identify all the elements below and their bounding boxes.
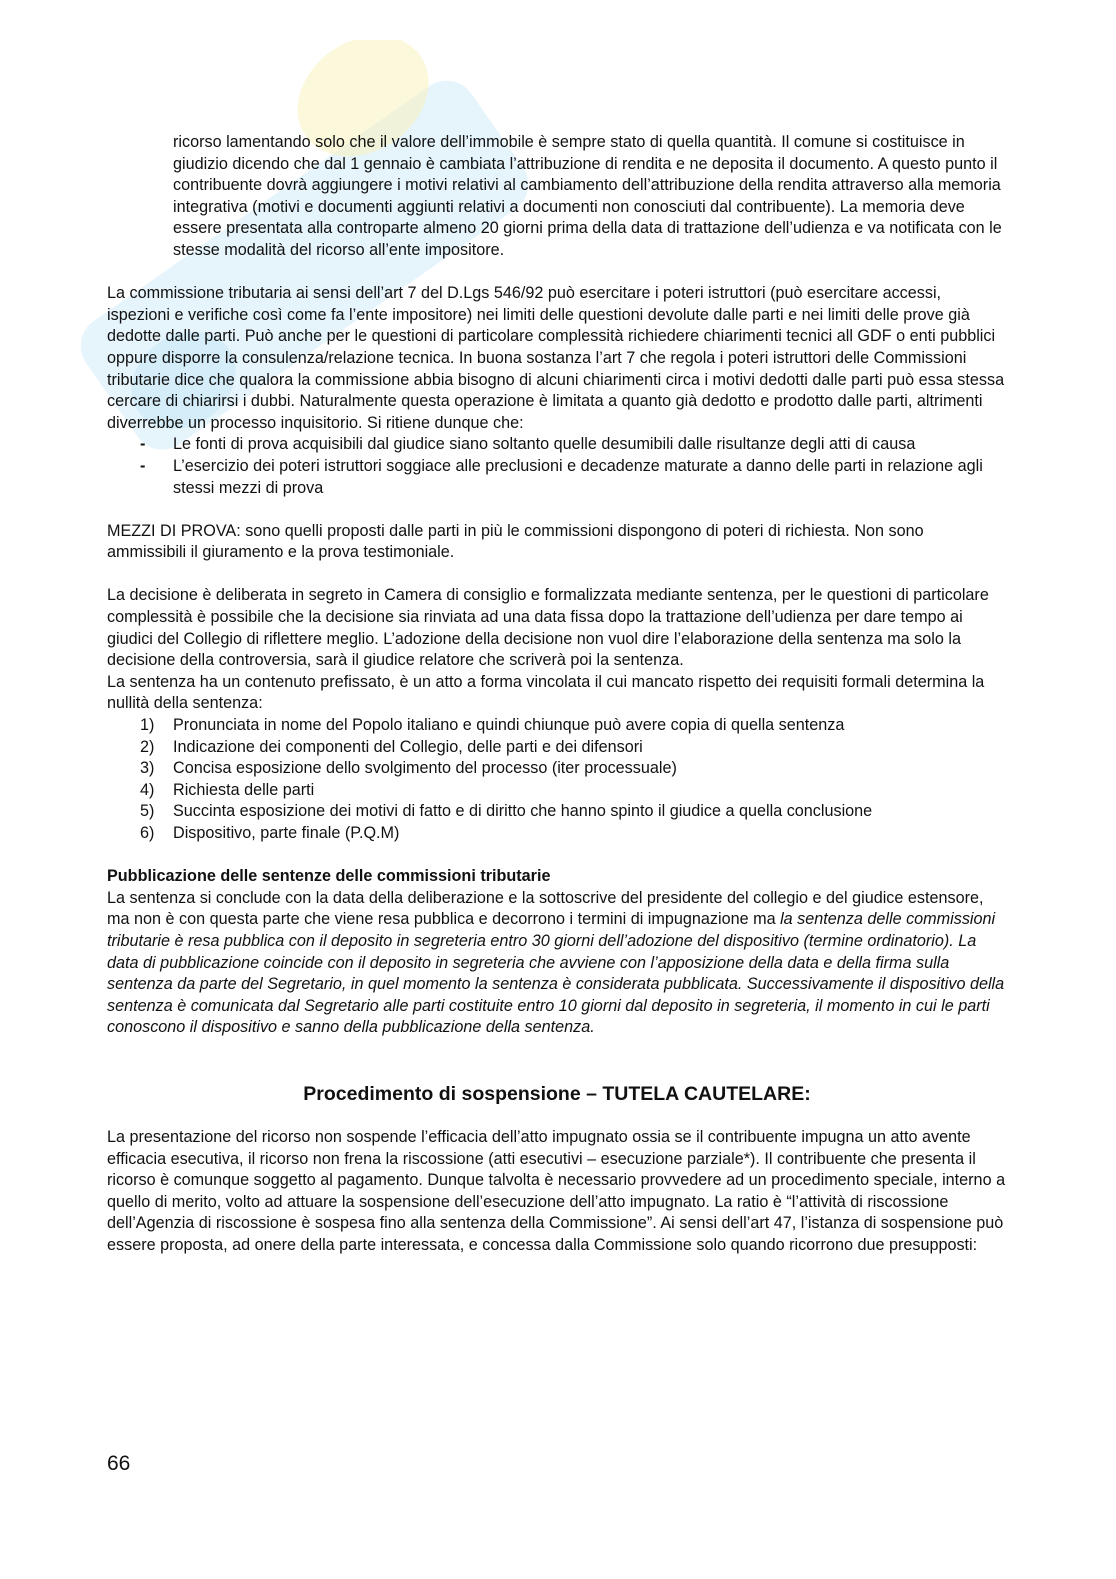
list-item-text: Richiesta delle parti	[173, 780, 315, 799]
list-item	[107, 758, 1007, 780]
list-number: 5)	[140, 802, 155, 821]
paragraph-pubblicazione-normal: La sentenza si conclude con la data della deliberazione e la sottoscrive del presidente del collegio e del giudice estensore, ma non è con questa parte che viene resa pubblica e decorrono i termini di impugnazione ma	[107, 888, 984, 929]
section-heading: Procedimento di sospensione – TUTELA CAUTELARE:	[303, 1082, 811, 1105]
list-number: 1)	[140, 716, 155, 735]
list-item	[107, 715, 1007, 737]
paragraph-contenuto-sentenza: La sentenza ha un contenuto prefissato, è un atto a forma vincolata il cui mancato rispetto dei requisiti formali determina la nullità della sentenza:	[107, 672, 985, 713]
document-page	[107, 132, 1007, 1257]
section-subheading: Pubblicazione delle sentenze delle commissioni tributarie	[107, 867, 551, 886]
paragraph-pubblicazione-italic: la sentenza delle commissioni tributarie è resa pubblica con il deposito in segreteria entro 30 giorni dell’adozione del dispositivo (termine ordinatorio). La data di pubblicazione coincide con il deposito in segreteria che avviene con l’apposizione della data e della firma sulla sentenza da parte del Segretario, in quel momento la sentenza è considerata pubblicata. Successivamente il dispositivo della sentenza è comunicata dal Segretario alle parti costituite entro 10 giorni dal deposito in segreteria, il momento in cui le parti conoscono il dispositivo e sanno della pubblicazione della sentenza.	[107, 910, 1005, 1037]
list-item	[107, 456, 1007, 499]
list-number: 2)	[140, 737, 155, 756]
paragraph-pubblicazione	[107, 888, 1007, 1039]
list-number: 6)	[140, 824, 155, 842]
list-item-text: Dispositivo, parte finale (P.Q.M)	[173, 824, 400, 842]
list-item	[107, 434, 1007, 456]
paragraph-mezzi-di-prova: MEZZI DI PROVA: sono quelli proposti dalle parti in più le commissioni dispongono di poteri di richiesta. Non sono ammissibili il giuramento e la prova testimoniale.	[107, 521, 924, 562]
numbered-list	[107, 715, 1007, 845]
list-item	[107, 780, 1007, 802]
paragraph-poteri-istruttori: La commissione tributaria ai sensi dell’art 7 del D.Lgs 546/92 può esercitare i poteri istruttori (può esercitare accessi, ispezioni e verifiche così come fa l’ente impositore) nei limiti delle questioni devolute dalle parti e nei limiti delle prove già dedotte dalle parti. Può anche per le questioni di particolare complessità richiedere chiarimenti tecnici all GDF o enti pubblici oppure disporre la consulenza/relazione tecnica. In buona sostanza l’art 7 che regola i poteri istruttori delle Commissioni tributarie dice che qualora la commissione abbia bisogno di alcuni chiarimenti circa i motivi dedotti dalle parti può essa stessa cercare di chiarirsi i dubbi. Naturalmente questa operazione è limitata a quanto già dedotto e prodotto dalle parti, altrimenti diverrebbe un processo inquisitorio. Si ritiene dunque che:	[107, 284, 1005, 432]
list-number: 3)	[140, 759, 155, 778]
list-item-text: Le fonti di prova acquisibili dal giudice siano soltanto quelle desumibili dalle risultanze degli atti di causa	[173, 435, 916, 454]
list-item	[107, 801, 1007, 823]
bullet-mark: -	[140, 435, 146, 454]
list-item-text: Indicazione dei componenti del Collegio, delle parti e dei difensori	[173, 737, 643, 756]
bullet-list	[107, 434, 1007, 499]
list-item	[107, 823, 1007, 845]
list-item	[107, 737, 1007, 759]
list-number: 4)	[140, 780, 155, 799]
paragraph-memoria-integrativa: ricorso lamentando solo che il valore dell’immobile è sempre stato di quella quantità. Il comune si costituisce in giudizio dicendo che dal 1 gennaio è cambiata l’attribuzione di rendita e ne deposita il documento. A questo punto il contribuente dovrà aggiungere i motivi relativi al cambiamento dell’attribuzione della rendita attraverso alla memoria integrativa (motivi e documenti aggiunti relativi a documenti non conosciuti dal contribuente). La memoria deve essere presentata alla controparte almeno 20 giorni prima della data di trattazione dell’udienza e va notificata con le stesse modalità del ricorso all’ente impositore.	[173, 133, 1002, 259]
list-item-text: L’esercizio dei poteri istruttori soggiace alle preclusioni e decadenze maturate a danno delle parti in relazione agli stessi mezzi di prova	[173, 456, 983, 497]
paragraph-sospensione: La presentazione del ricorso non sospende l’efficacia dell’atto impugnato ossia se il contribuente impugna un atto avente efficacia esecutiva, il ricorso non frena la riscossione (atti esecutivi – esecuzione parziale*). Il contribuente che presenta il ricorso è comunque soggetto al pagamento. Dunque talvolta è necessario provvedere ad un procedimento speciale, interno a quello di merito, volto ad attuare la sospensione dell’esecuzione dell’atto impugnato. La ratio è “l’attività di riscossione dell’Agenzia di riscossione è sospesa fino alla sentenza della Commissione”. Ai sensi dell’art 47, l’istanza di sospensione può essere proposta, ad onere della parte interessata, e concessa dalla Commissione solo quando ricorrono due presupposti:	[107, 1127, 1006, 1254]
list-item-text: Pronunciata in nome del Popolo italiano e quindi chiunque può avere copia di quella sentenza	[173, 716, 845, 735]
list-item-text: Concisa esposizione dello svolgimento del processo (iter processuale)	[173, 759, 677, 778]
bullet-mark: -	[140, 456, 146, 475]
list-item-text: Succinta esposizione dei motivi di fatto e di diritto che hanno spinto il giudice a quella conclusione	[173, 802, 873, 821]
page-number: 66	[107, 1452, 131, 1475]
paragraph-decisione: La decisione è deliberata in segreto in Camera di consiglio e formalizzata mediante sentenza, per le questioni di particolare complessità è possibile che la decisione sia rinviata ad una data fissa dopo la trattazione dell’udienza per dare tempo ai giudici del Collegio di riflettere meglio. L’adozione della decisione non vuol dire l’elaborazione della sentenza ma solo la decisione della controversia, sarà il giudice relatore che scriverà poi la sentenza.	[107, 586, 989, 670]
